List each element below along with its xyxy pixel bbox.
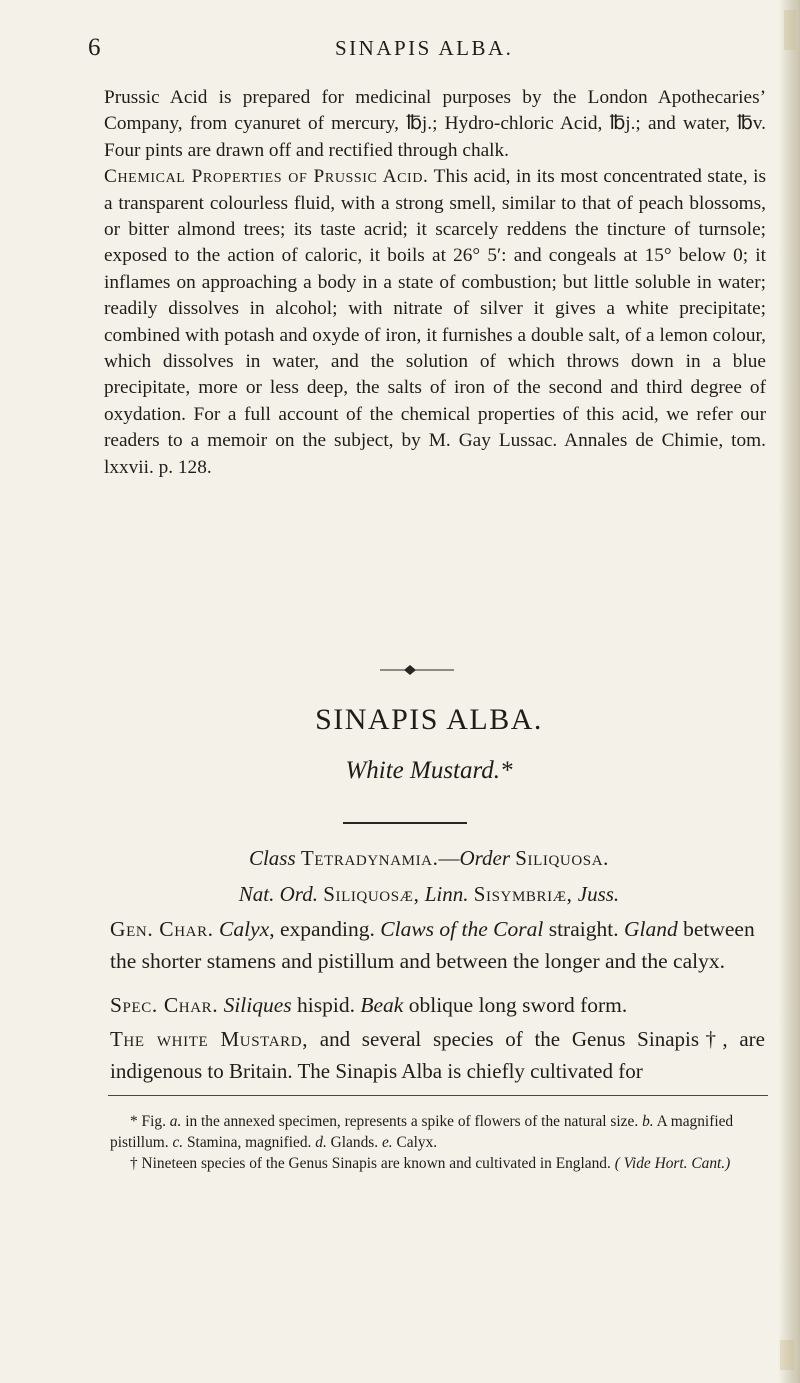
- spec-char-label: Spec. Char.: [110, 993, 219, 1017]
- jussieu-ref: Juss.: [577, 882, 620, 906]
- natural-order-line: [88, 882, 770, 907]
- chemical-properties-text: This acid, in its most concentrated state, is a transparent colourless fluid, with a strong smell, similar to that of peach blossoms, or bitter almond trees; its taste acrid; it scarcely reddens the tincture of turnsole; exposed to the action of caloric, it boils at 26° 5′: and congeals at 15° below 0; it inflames on approaching a body in a state of combustion; but little soluble in water; readily dissolves in alcohol; with nitrate of silver it gives a white precipitate; combined with potash and oxyde of iron, it furnishes a double salt, of a lemon colour, which dissolves in water, and the solution of which throws down in a blue precipitate, more or less deep, the salts of iron of the second and third degree of oxydation. For a full account of the chemical properties of this acid, we refer our readers to a memoir on the subject, by M. Gay Lussac. Annales de Chimie, tom. lxxvii. p. 128.: [104, 166, 766, 478]
- claws-term: Claws of the Coral: [380, 917, 544, 941]
- footnote-fig-e: e.: [381, 1134, 393, 1151]
- gland-term: Gland: [623, 917, 678, 941]
- diamond-rule-ornament: [380, 664, 454, 676]
- footnote-fig-e-text: Calyx.: [396, 1134, 438, 1151]
- running-head: [88, 34, 770, 64]
- generic-character: [110, 913, 765, 977]
- siliques-description: hispid.: [297, 993, 355, 1017]
- footnote-fig-c: c.: [172, 1134, 184, 1151]
- title-divider: [343, 822, 467, 824]
- closing-text: and several species of the Genus Sinapis†, are indigenous to Britain. The Sinapis Alba is chiefly cultivated for: [110, 1027, 765, 1083]
- siliques-term: Siliques: [223, 993, 292, 1017]
- closing-lead: The white Mustard,: [110, 1027, 309, 1051]
- footnote-species-text: † Nineteen species of the Genus Sinapis are known and cultivated in England.: [130, 1155, 611, 1172]
- closing-paragraph: [110, 1023, 765, 1087]
- calyx-description: , expanding.: [269, 917, 375, 941]
- natord-value: Siliquosæ,: [323, 882, 420, 906]
- chemical-properties-heading: Chemical Properties of Prussic Acid.: [104, 166, 429, 188]
- calyx-term: Calyx: [219, 917, 270, 941]
- footnote-fig-c-text: Stamina, magnified.: [187, 1134, 312, 1151]
- page-number: 6: [88, 34, 101, 61]
- footnote-figure: [110, 1111, 770, 1153]
- sisymbriae-value: Sisymbriæ,: [473, 882, 573, 906]
- page-edge-shadow: [778, 0, 800, 1383]
- book-page: [88, 0, 770, 1383]
- beak-description: oblique long sword form.: [408, 993, 628, 1017]
- footnote-fig-d: d.: [315, 1134, 327, 1151]
- running-title: SINAPIS ALBA.: [335, 36, 514, 60]
- footnote-rule: [108, 1095, 768, 1096]
- species-title: SINAPIS ALBA.: [315, 703, 543, 736]
- prussic-acid-text: [104, 85, 766, 481]
- ink-bleed-stain: [784, 10, 796, 50]
- prussic-paragraph-preparation: Prussic Acid is prepared for medicinal purposes by the London Apothecaries’ Company, from cyanuret of mercury, ℔j.; Hydro-chloric Acid, ℔j.; and water, ℔v. Four pints are drawn off and rectified through chalk.: [104, 87, 766, 161]
- class-value: Tetradynamia.: [300, 846, 439, 870]
- footnote-fig-b: b.: [642, 1113, 654, 1130]
- natord-label: Nat. Ord.: [238, 882, 318, 906]
- common-name: White Mustard.*: [345, 757, 513, 784]
- gland-description: between the shorter stamens and pistillum and between the longer and the calyx.: [110, 917, 755, 973]
- linnaeus-ref: Linn.: [424, 882, 469, 906]
- gen-char-label: Gen. Char.: [110, 917, 214, 941]
- beak-term: Beak: [360, 993, 404, 1017]
- footnote-fig-label: * Fig.: [130, 1113, 166, 1130]
- order-value: Siliquosa.: [515, 846, 610, 870]
- claws-description: straight.: [548, 917, 619, 941]
- class-order-line: Class Tetradynamia.—Order Siliquosa.: [248, 846, 610, 870]
- specific-character: [110, 989, 765, 1021]
- footnote-fig-d-text: Glands.: [330, 1134, 379, 1151]
- footnote-fig-a: a.: [169, 1113, 182, 1130]
- footnote-fig-b-text: A magnified pistillum.: [110, 1113, 734, 1151]
- footnote-species-ref: ( Vide Hort. Cant.): [614, 1155, 731, 1172]
- footnote-species-count: [110, 1153, 770, 1174]
- footnote-fig-a-text: in the annexed specimen, represents a spike of flowers of the natural size.: [185, 1113, 639, 1130]
- footnotes: [110, 1111, 770, 1174]
- order-label: Order: [459, 846, 511, 870]
- ink-bleed-stain: [780, 1340, 794, 1370]
- class-label: Class: [248, 846, 296, 870]
